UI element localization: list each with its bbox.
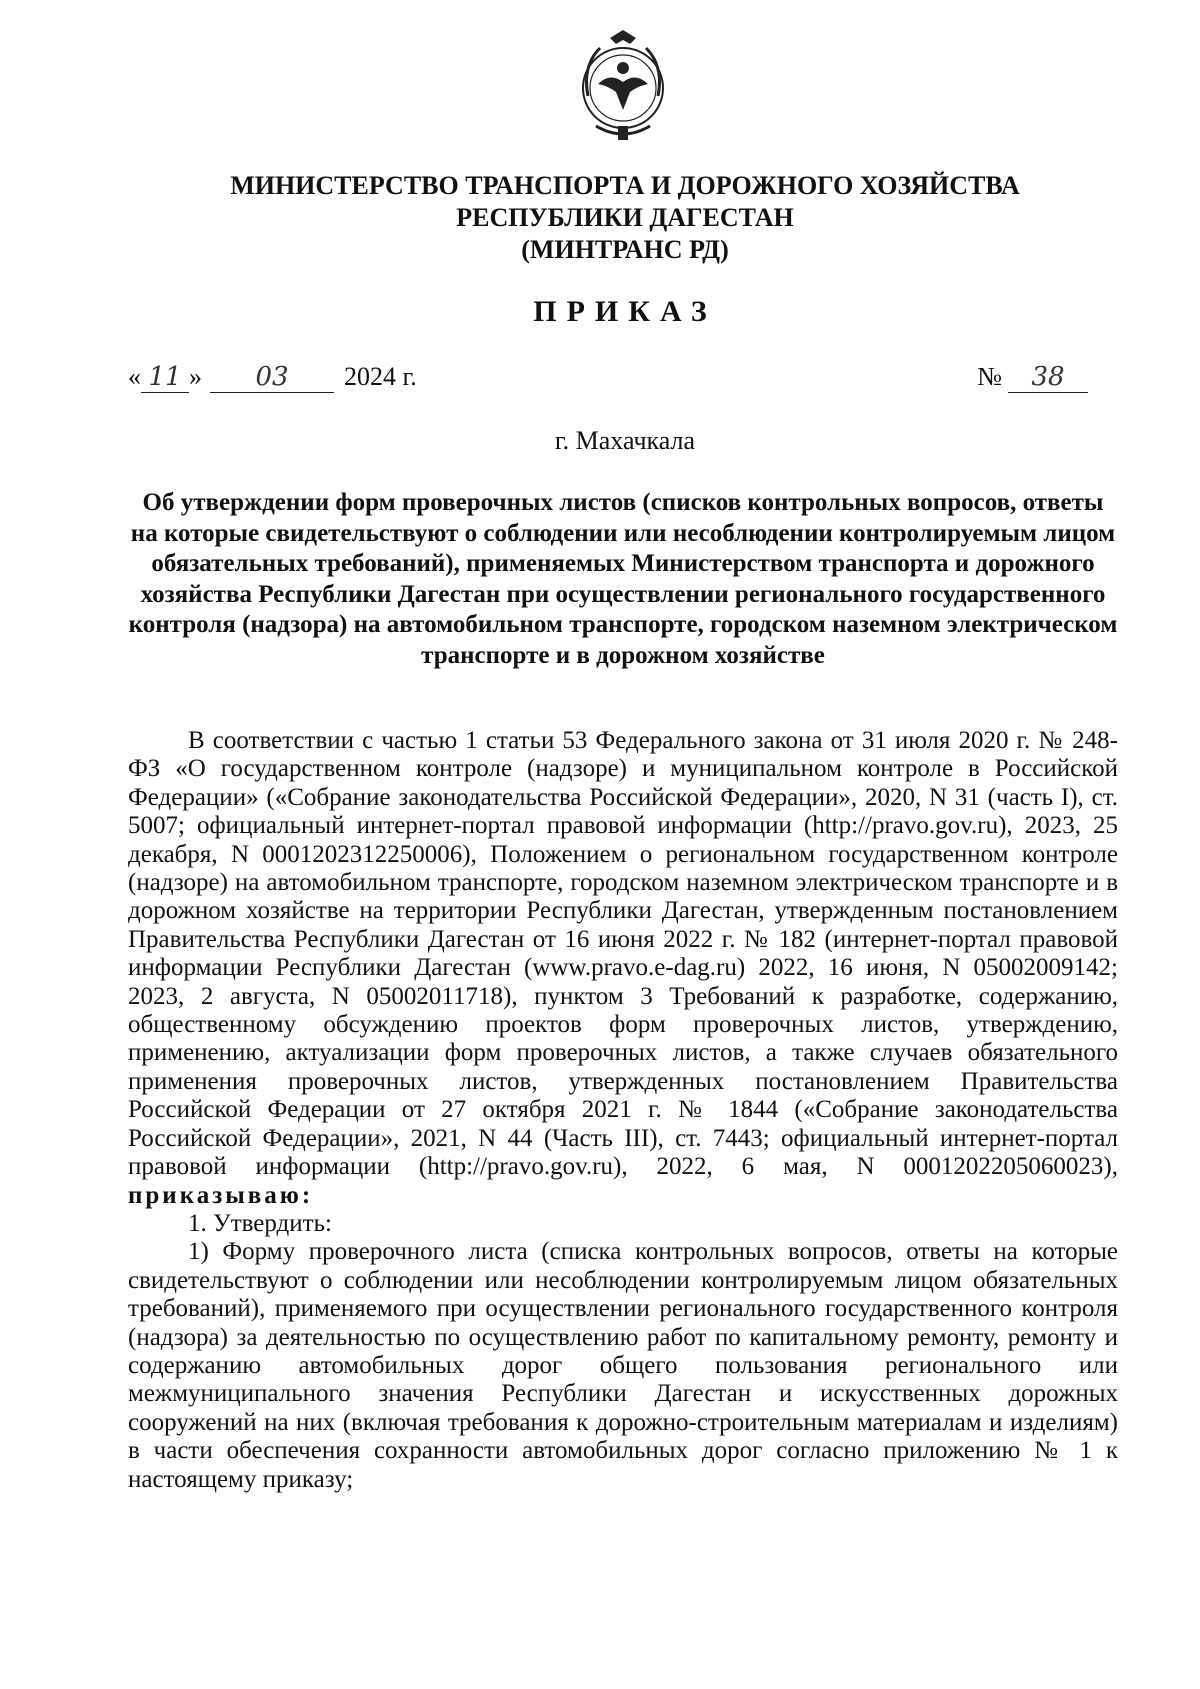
item-1-1: 1) Форму проверочного листа (списка контрольных вопросов, ответы на которые свидетельствуют о соблюдении или несоблюдении контролируемым лицом обязательных требований), применяемого при осуществлении регионального государственного контроля (надзора) за деятельностью по осуществлению работ по капитальному ремонту, ремонту и содержанию автомобильных дорог общего пользования регионального или межмуниципального значения Республики Дагестан и искусственных дорожных сооружений на них (включая требования к дорожно-строительным материалам и изделиям) в части обеспечения сохранности автомобильных дорог согласно приложению № 1 к настоящему приказу; bbox=[128, 1238, 1118, 1493]
ministry-abbreviation: (МИНТРАНС РД) bbox=[521, 235, 729, 264]
date-open-quote: « bbox=[128, 362, 141, 391]
document-body bbox=[128, 727, 1118, 1494]
document-type: ПРИКАЗ bbox=[533, 295, 717, 328]
order-keyword: приказываю: bbox=[128, 1181, 314, 1209]
order-date bbox=[128, 362, 417, 393]
date-close-quote: » bbox=[189, 362, 202, 391]
city: г. Махачкала bbox=[554, 426, 696, 455]
dagestan-coat-of-arms-icon bbox=[568, 26, 678, 146]
number-value: 38 bbox=[1008, 362, 1088, 393]
date-month: 03 bbox=[210, 362, 334, 393]
number-label: № bbox=[977, 362, 1002, 391]
document-title: Об утверждении форм проверочных листов (списков контрольных вопросов, ответы на которые свидетельствуют о соблюдении или несоблюдении контролируемым лицом обязательных требований), применяемых Министерством транспорта и дорожного хозяйства Республики Дагестан при осуществлении регионального государственного контроля (надзора) на автомобильном транспорте, городском наземном электрическом транспорте и в дорожном хозяйстве bbox=[128, 489, 1118, 669]
date-day: 11 bbox=[141, 362, 189, 393]
item-1: 1. Утвердить: bbox=[188, 1209, 332, 1237]
order-number bbox=[977, 362, 1088, 393]
ministry-name-line2: РЕСПУБЛИКИ ДАГЕСТАН bbox=[456, 203, 794, 232]
date-year: 2024 г. bbox=[344, 362, 417, 391]
ministry-name-line1: МИНИСТЕРСТВО ТРАНСПОРТА И ДОРОЖНОГО ХОЗЯЙСТВА bbox=[230, 171, 1020, 200]
preamble-text: В соответствии с частью 1 статьи 53 Федерального закона от 31 июля 2020 г. № 248-ФЗ «О государственном контроле (надзоре) и муниципальном контроле в Российской Федерации» («Собрание законодательства Российской Федерации», 2020, N 31 (часть I), ст. 5007; официальный интернет-портал правовой информации (http://pravo.gov.ru), 2023, 25 декабря, N 0001202312250006), Положением о региональном государственном контроле (надзоре) на автомобильном транспорте, городском наземном электрическом транспорте и в дорожном хозяйстве на территории Республики Дагестан, утвержденным постановлением Правительства Республики Дагестан от 16 июня 2022 г. № 182 (интернет-портал правовой информации Республики Дагестан (www.pravo.e-dag.ru) 2022, 16 июня, N 05002009142; 2023, 2 августа, N 05002011718), пунктом 3 Требований к разработке, содержанию, общественному обсуждению проектов форм проверочных листов, утверждению, применению, актуализации форм проверочных листов, а также случаев обязательного применения проверочных листов, утвержденных постановлением Правительства Российской Федерации от 27 октября 2021 г. № 1844 («Собрание законодательства Российской Федерации», 2021, N 44 (Часть III), ст. 7443; официальный интернет-портал правовой информации (http://pravo.gov.ru), 2022, 6 мая, N 0001202205060023), bbox=[128, 727, 1118, 1181]
preamble-paragraph bbox=[128, 727, 1118, 1210]
ministry-header bbox=[0, 170, 1200, 266]
date-number-line bbox=[128, 362, 1088, 398]
